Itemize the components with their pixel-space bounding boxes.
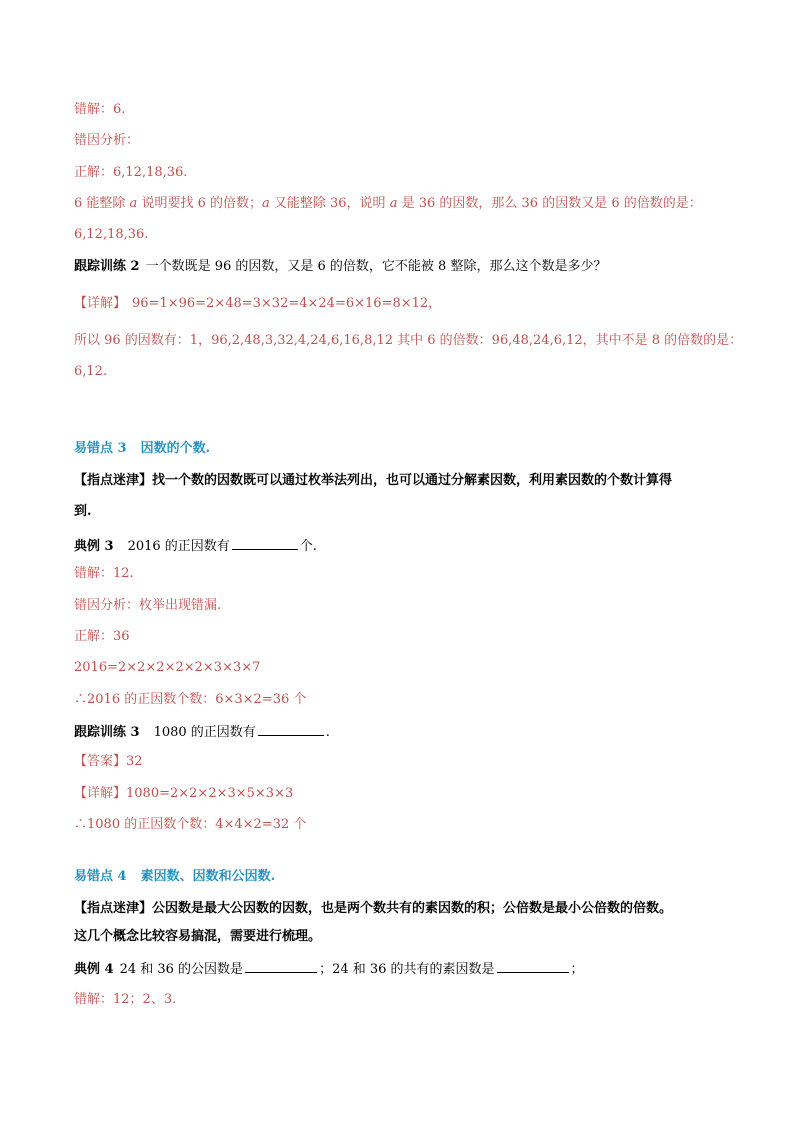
track-3-answer [74, 754, 143, 770]
track-2-factors-continued: 6,12. [74, 364, 108, 379]
example-3-unit: 个. [299, 539, 317, 554]
detail-text: 96=1×96=2×48=3×32=4×24=6×16=8×12， [132, 296, 442, 311]
track-practice-3 [74, 723, 330, 741]
track-3-conclusion: ∴1080 的正因数个数：4×4×2=32 个 [74, 817, 307, 832]
answer-blank[interactable] [497, 960, 569, 973]
tip-4-continued: 这几个概念比较容易搞混，需要进行梳理。 [74, 929, 322, 944]
error-analysis-3: 错因分析：枚举出现错漏. [74, 598, 222, 613]
track-2-detail [74, 296, 441, 312]
heading-3-title: 因数的个数. [140, 441, 211, 456]
explanation-1-continued: 6,12,18,36. [74, 227, 149, 242]
example-3 [74, 537, 317, 555]
wrong-answer-4: 错解：12；2、3. [74, 992, 177, 1007]
detail-text: 1080=2×2×2×3×5×3×3 [126, 786, 294, 801]
tip-4 [74, 901, 672, 917]
tip-4-text: 公因数是最大公因数的因数，也是两个数共有的素因数的积；公倍数是最小公倍数的倍数。 [152, 901, 673, 916]
error-analysis-1: 错因分析： [74, 133, 140, 148]
factorization-2016: 2016=2×2×2×2×2×3×3×7 [74, 660, 261, 675]
tip-3-text: 找一个数的因数既可以通过枚举法列出，也可以通过分解素因数，利用素因数的个数计算得 [152, 473, 673, 488]
variable-a: a [389, 196, 398, 211]
track-2-label: 跟踪训练 2 [74, 259, 140, 274]
explanation-part-4: 是 36 的因数，那么 36 的因数又是 6 的倍数的是： [397, 196, 702, 211]
answer-blank[interactable] [245, 960, 317, 973]
example-4 [74, 960, 584, 978]
correct-answer-1: 正解：6,12,18,36. [74, 165, 188, 180]
answer-blank[interactable] [258, 723, 324, 736]
heading-4-title: 素因数、因数和公因数. [140, 869, 276, 884]
section-heading-3 [74, 441, 210, 457]
track-practice-2 [74, 259, 606, 275]
track-3-label: 跟踪训练 3 [74, 725, 140, 740]
answer-value: 32 [126, 754, 143, 769]
tip-3-tag: 【指点迷津】 [74, 473, 153, 488]
tip-3 [74, 473, 672, 489]
example-4-question-2: ；24 和 36 的共有的素因数是 [319, 962, 495, 977]
answer-tag: 【答案】 [74, 754, 127, 769]
example-4-end: ； [570, 962, 584, 977]
heading-3-label: 易错点 3 [74, 441, 127, 456]
correct-answer-3: 正解：36 [74, 629, 130, 644]
track-2-factors: 所以 96 的因数有：1，96,2,48,3,32,4,24,6,16,8,12 其中 6 的倍数：96,48,24,6,12，其中不是 8 的倍数的是： [74, 333, 743, 348]
tip-4-tag: 【指点迷津】 [74, 901, 153, 916]
explanation-part-1: 6 能整除 [74, 196, 130, 211]
wrong-answer-3: 错解：12. [74, 566, 134, 581]
track-3-question: 1080 的正因数有 [153, 725, 256, 740]
section-heading-4 [74, 869, 275, 885]
example-3-question: 2016 的正因数有 [127, 539, 230, 554]
heading-4-label: 易错点 4 [74, 869, 127, 884]
conclusion-2016: ∴2016 的正因数个数：6×3×2=36 个 [74, 692, 307, 707]
detail-tag: 【详解】 [74, 786, 127, 801]
detail-tag: 【详解】 [74, 296, 127, 311]
example-4-label: 典例 4 [74, 962, 114, 977]
tip-3-continued: 到. [74, 504, 92, 519]
track-2-question: 一个数既是 96 的因数，又是 6 的倍数，它不能被 8 整除，那么这个数是多少？ [145, 259, 607, 274]
variable-a: a [129, 196, 138, 211]
explanation-part-2: 说明要找 6 的倍数； [137, 196, 262, 211]
example-3-label: 典例 3 [74, 539, 114, 554]
wrong-answer-1: 错解：6. [74, 102, 126, 117]
track-3-detail [74, 786, 293, 802]
variable-a: a [261, 196, 270, 211]
track-3-period: . [325, 725, 330, 740]
explanation-1 [74, 196, 702, 212]
explanation-part-3: 又能整除 36，说明 [269, 196, 390, 211]
answer-blank[interactable] [232, 537, 298, 550]
example-4-question-1: 24 和 36 的公因数是 [119, 962, 244, 977]
